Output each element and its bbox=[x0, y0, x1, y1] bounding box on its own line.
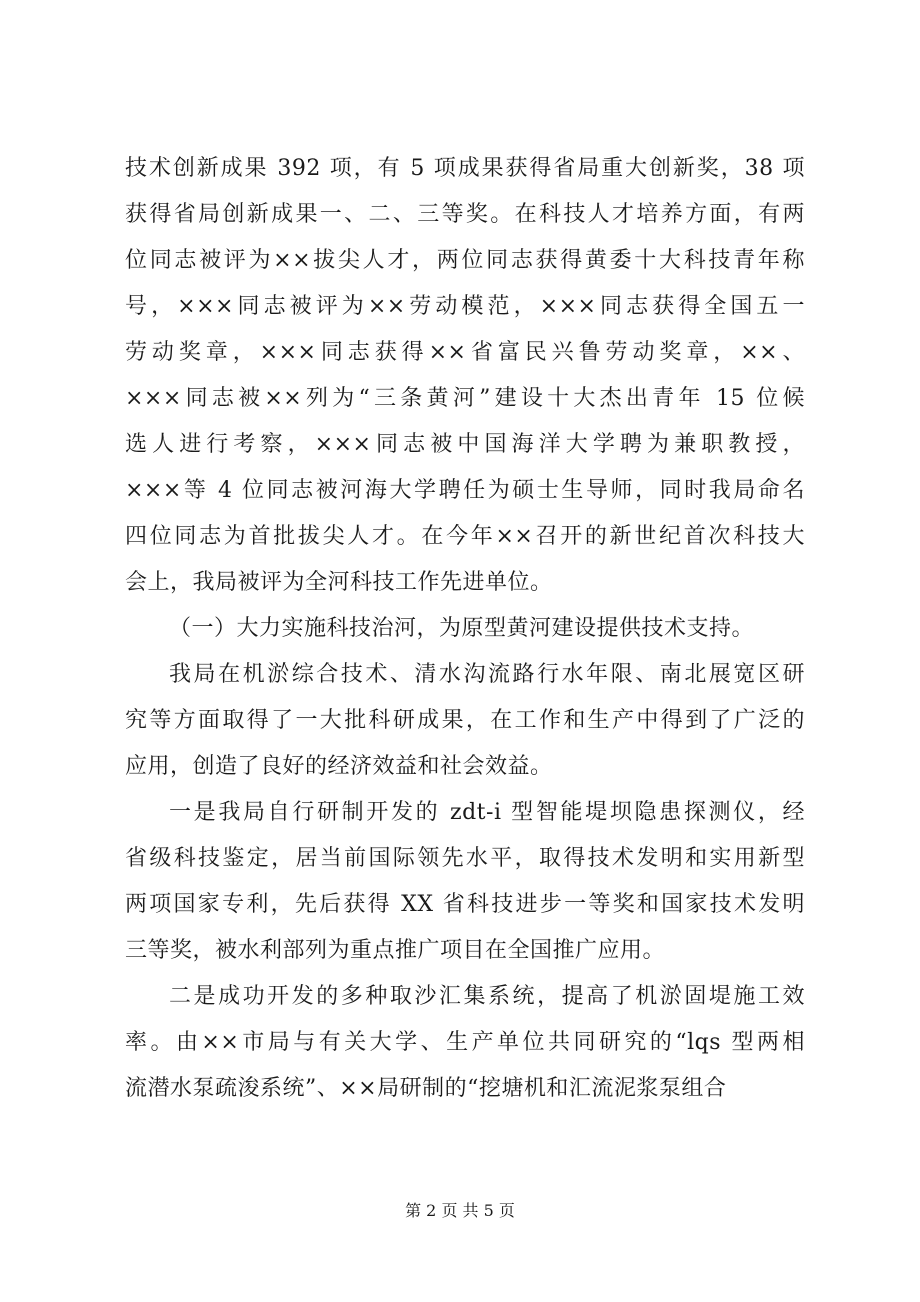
text-line: 一是我局自行研制开发的 zdt-i 型智能堤坝隐患探测仪，经 bbox=[169, 800, 805, 825]
text-line: 二是成功开发的多种取沙汇集系统，提高了机淤固堤施工效 bbox=[169, 984, 805, 1009]
paragraph bbox=[125, 606, 805, 652]
text-line: 劳动奖章，×××同志获得××省富民兴鲁劳动奖章，××、 bbox=[125, 340, 805, 365]
text-line: 我局在机淤综合技术、清水沟流路行水年限、南北展宽区研 bbox=[169, 662, 805, 687]
text-line: ×××同志被××列为“三条黄河”建设十大杰出青年 15 位候 bbox=[125, 386, 805, 411]
text-line: 技术创新成果 392 项，有 5 项成果获得省局重大创新奖，38 项 bbox=[125, 156, 805, 181]
text-line: 号，×××同志被评为××劳动模范，×××同志获得全国五一 bbox=[125, 294, 805, 319]
text-line: 四位同志为首批拔尖人才。在今年××召开的新世纪首次科技大 bbox=[125, 524, 805, 549]
text-line: 位同志被评为××拔尖人才，两位同志获得黄委十大科技青年称 bbox=[125, 248, 805, 273]
text-line: 三等奖，被水利部列为重点推广项目在全国推广应用。 bbox=[125, 938, 666, 963]
text-line: 省级科技鉴定，居当前国际领先水平，取得技术发明和实用新型 bbox=[125, 846, 805, 871]
paragraph bbox=[125, 790, 805, 974]
text-line: 率。由××市局与有关大学、生产单位共同研究的“lqs 型两相 bbox=[125, 1030, 805, 1055]
paragraph bbox=[125, 146, 805, 606]
text-line: 流潜水泵疏浚系统”、××局研制的“挖塘机和汇流泥浆泵组合 bbox=[125, 1076, 727, 1101]
page-footer bbox=[0, 1200, 920, 1222]
text-line: 获得省局创新成果一、二、三等奖。在科技人才培养方面，有两 bbox=[125, 202, 805, 227]
paragraph bbox=[125, 652, 805, 790]
text-line: 究等方面取得了一大批科研成果，在工作和生产中得到了广泛的 bbox=[125, 708, 805, 733]
text-line: ×××等 4 位同志被河海大学聘任为硕士生导师，同时我局命名 bbox=[125, 478, 805, 503]
page-number-label: 第 2 页 共 5 页 bbox=[405, 1201, 515, 1220]
document-body bbox=[125, 146, 805, 1112]
text-line: 选人进行考察，×××同志被中国海洋大学聘为兼职教授， bbox=[125, 432, 805, 457]
text-line: 两项国家专利，先后获得 XX 省科技进步一等奖和国家技术发明 bbox=[125, 892, 805, 917]
text-line: （一）大力实施科技治河，为原型黄河建设提供技术支持。 bbox=[169, 616, 755, 641]
text-line: 会上，我局被评为全河科技工作先进单位。 bbox=[125, 570, 553, 595]
paragraph bbox=[125, 974, 805, 1112]
text-line: 应用，创造了良好的经济效益和社会效益。 bbox=[125, 754, 553, 779]
